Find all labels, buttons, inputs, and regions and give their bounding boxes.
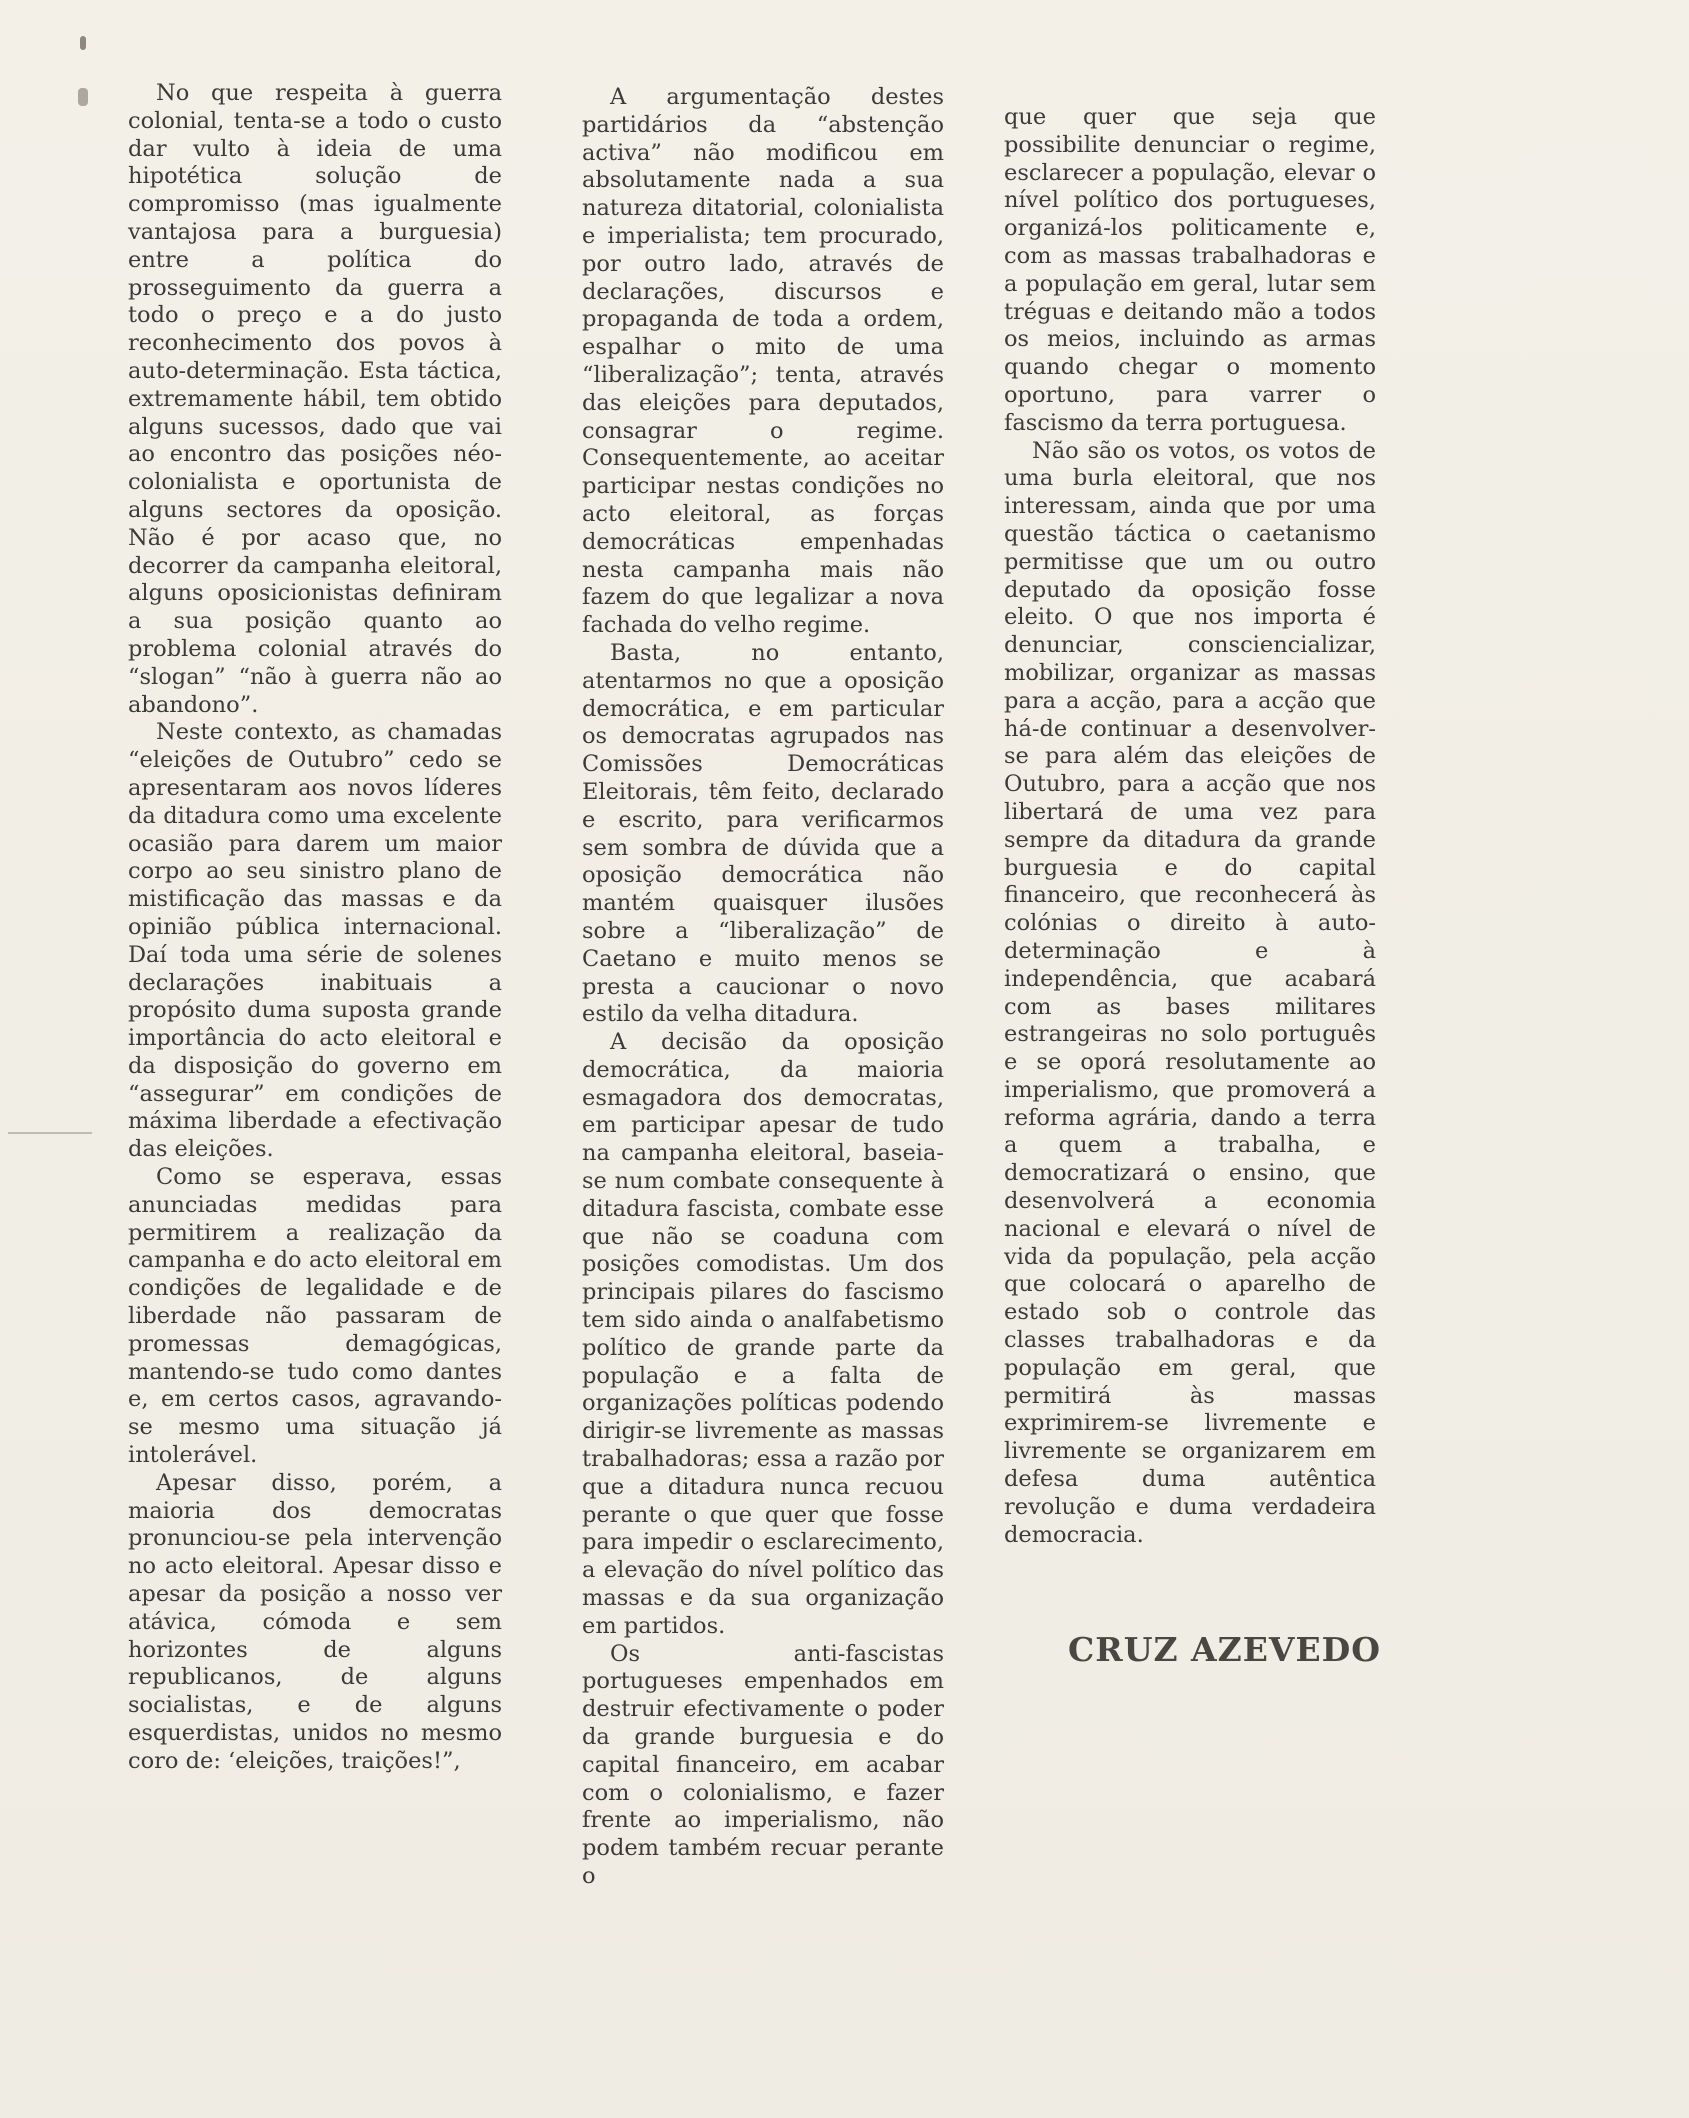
margin-fold-line xyxy=(8,1132,92,1134)
paragraph: que quer que seja que possibilite denunciar o regime, esclarecer a população, elevar o nível político dos portugueses, organizá-los politicamente e, com as massas trabalhadoras e a população em geral, lutar sem tréguas e deitando mão a todos os meios, incluindo as armas quando chegar o momento oportuno, para varrer o fascismo da terra portuguesa. xyxy=(1004,104,1376,436)
paragraph: Os anti-fascistas portugueses empenhados em destruir efectivamente o poder da grande burguesia e do capital financeiro, em acabar com o colonialismo, e fazer frente ao imperialismo, não podem também recuar perante o xyxy=(582,1640,944,1889)
text-column-3 xyxy=(1004,104,1376,1549)
text-column-2 xyxy=(582,84,944,1891)
paragraph: Neste contexto, as chamadas “eleições de Outubro” cedo se apresentaram aos novos líderes da ditadura como uma excelente ocasião para darem um maior corpo ao seu sinistro plano de mistificação das massas e da opinião pública internacional. Daí toda uma série de solenes declarações inabituais a propósito duma suposta grande importância do acto eleitoral e da disposição do governo em “assegurar” em condições de máxima liberdade a efectivação das eleições. xyxy=(128,719,502,1163)
paragraph: A decisão da oposição democrática, da maioria esmagadora dos democratas, em participar apesar de tudo na campanha eleitoral, baseia-se num combate consequente à ditadura fascista, combate esse que não se coaduna com posições comodistas. Um dos principais pilares do fascismo tem sido ainda o analfabetismo político de grande parte da população e a falta de organizações políticas podendo dirigir-se livremente as massas trabalhadoras; essa a razão por que a ditadura nunca recuou perante o que quer que fosse para impedir o esclarecimento, a elevação do nível político das massas e da sua organização em partidos. xyxy=(582,1029,944,1639)
paragraph: Como se esperava, essas anunciadas medidas para permitirem a realização da campanha e do acto eleitoral em condições de legalidade e de liberdade não passaram de promessas demagógicas, mantendo-se tudo como dantes e, em certos casos, agravando-se mesmo uma situação já intolerável. xyxy=(128,1164,502,1469)
margin-ink-mark xyxy=(78,88,88,106)
text-column-1 xyxy=(128,80,502,1776)
paragraph: A argumentação destes partidários da “abstenção activa” não modificou em absolutamente nada a sua natureza ditatorial, colonialista e imperialista; tem procurado, por outro lado, através de declarações, discursos e propaganda de toda a ordem, espalhar o mito de uma “liberalização”; tenta, através das eleições para deputados, consagrar o regime. Consequentemente, ao aceitar participar nestas condições no acto eleitoral, as forças democráticas empenhadas nesta campanha mais não fazem do que legalizar a nova fachada do velho regime. xyxy=(582,84,944,639)
paragraph: Apesar disso, porém, a maioria dos democratas pronunciou-se pela intervenção no acto eleitoral. Apesar disso e apesar da posição a nosso ver atávica, cómoda e sem horizontes de alguns republicanos, de alguns socialistas, e de alguns esquerdistas, unidos no mesmo coro de: ‘eleições, traições!”, xyxy=(128,1469,502,1774)
margin-ink-mark xyxy=(80,36,86,50)
paragraph: Não são os votos, os votos de uma burla eleitoral, que nos interessam, ainda que por uma questão táctica o caetanismo permitisse que um ou outro deputado da oposição fosse eleito. O que nos importa é denunciar, consciencializar, mobilizar, organizar as massas para a acção, para a acção que há-de continuar a desenvolver-se para além das eleições de Outubro, para a acção que nos libertará de uma vez para sempre da ditadura da grande burguesia e do capital financeiro, que reconhecerá às colónias o direito à auto-determinação e à independência, que acabará com as bases militares estrangeiras no solo português e se oporá resolutamente ao imperialismo, que promoverá a reforma agrária, dando a terra a quem a trabalha, e democratizará o ensino, que desenvolverá a economia nacional e elevará o nível de vida da população, pela acção que colocará o aparelho de estado sob o controle das classes trabalhadoras e da população em geral, que permitirá às massas exprimirem-se livremente e livremente se organizarem em defesa duma autêntica revolução e duma verdadeira democracia. xyxy=(1004,437,1376,1548)
author-signature: CRUZ AZEVEDO xyxy=(1068,1630,1382,1669)
paragraph: Basta, no entanto, atentarmos no que a oposição democrática, e em particular os democratas agrupados nas Comissões Democráticas Eleitorais, têm feito, declarado e escrito, para verificarmos sem sombra de dúvida que a oposição democrática não mantém quaisquer ilusões sobre a “liberalização” de Caetano e muito menos se presta a caucionar o novo estilo da velha ditadura. xyxy=(582,639,944,1028)
paragraph: No que respeita à guerra colonial, tenta-se a todo o custo dar vulto à ideia de uma hipotética solução de compromisso (mas igualmente vantajosa para a burguesia) entre a política do prosseguimento da guerra a todo o preço e a do justo reconhecimento dos povos à auto-determinação. Esta táctica, extremamente hábil, tem obtido alguns sucessos, dado que vai ao encontro das posições néo-colonialista e oportunista de alguns sectores da oposição. Não é por acaso que, no decorrer da campanha eleitoral, alguns oposicionistas definiram a sua posição quanto ao problema colonial através do “slogan” “não à guerra não ao abandono”. xyxy=(128,80,502,718)
